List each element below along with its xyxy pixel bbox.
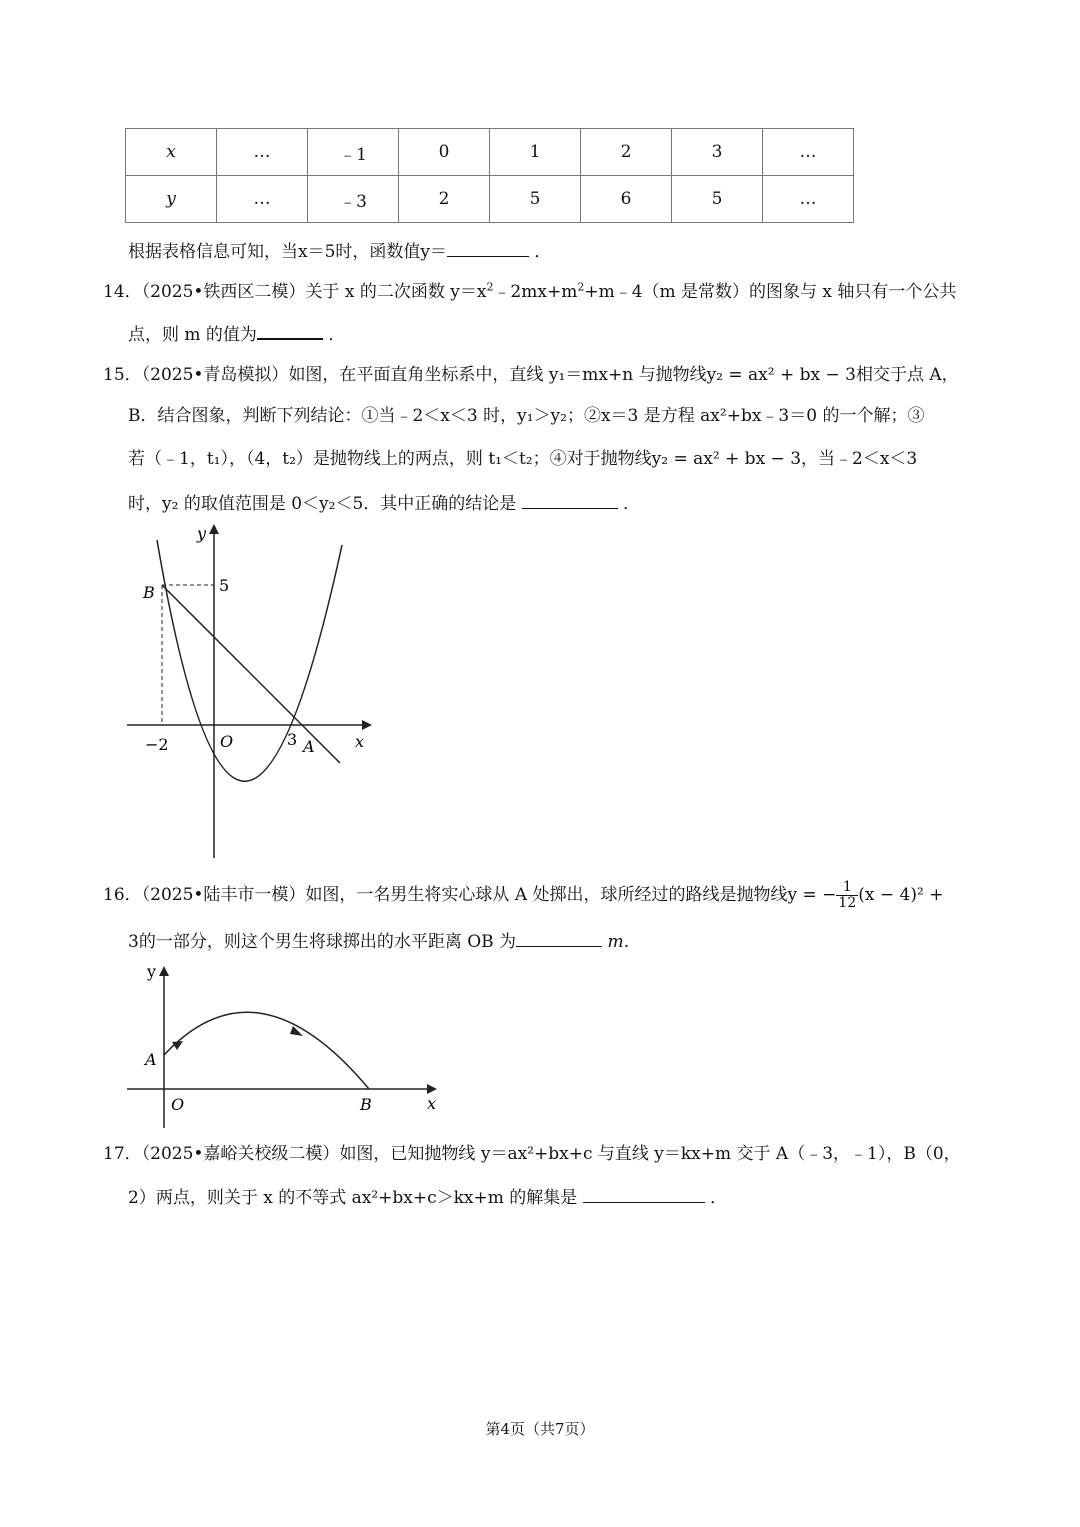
q17-line-2 — [128, 1184, 727, 1210]
y-axis-label: y — [197, 524, 207, 543]
q16-fraction — [836, 880, 858, 911]
tick-3-label: 3 — [287, 730, 298, 749]
q16-number: 16． — [103, 885, 142, 905]
q16-unit: m． — [607, 932, 641, 952]
q14-line-1: 14．（2025•铁西区二模）关于 x 的二次函数 $y=x^2﹣2mx+m^2+m﹣4(m$ 是常数）的图象与 x 轴只有一个公共 — [103, 280, 957, 302]
q14-answer-blank — [257, 320, 323, 340]
q17-line1: 如图，已知抛物线 y＝ax²+bx+c 与直线 y＝kx+m 交于 A（﹣3，﹣1），B（0， — [339, 1144, 961, 1164]
table-header-y: y — [126, 176, 217, 223]
point-a-label: A — [303, 737, 315, 756]
origin-label: O — [171, 1095, 185, 1114]
y-axis-label: y — [147, 962, 157, 981]
table-header-x: x — [126, 129, 217, 176]
q13-answer-blank — [447, 238, 529, 257]
q16-answer-blank — [516, 928, 602, 947]
q17-number: 17． — [103, 1144, 142, 1164]
q15-graph — [125, 520, 385, 860]
q15-line4: 时，y₂ 的取值范围是 0＜y₂＜5．其中正确的结论是 — [128, 494, 517, 514]
q14-line2: 点，则 m 的值为 — [128, 325, 257, 345]
q14-text-a: 关于 x 的二次函数 y＝x — [305, 282, 487, 302]
q14-end: ． — [328, 325, 346, 345]
y-axis-arrow-icon — [209, 524, 219, 534]
x-axis-label: x — [355, 732, 365, 751]
q16-frac-num: 1 — [836, 880, 858, 896]
table-cell: 2 — [581, 129, 672, 176]
table-row-y — [126, 176, 854, 223]
table-cell: … — [763, 129, 854, 176]
q15-line-4 — [128, 490, 640, 516]
q16-graph — [125, 960, 445, 1130]
table-cell: 6 — [581, 176, 672, 223]
table-cell: 0 — [399, 129, 490, 176]
y-axis-arrow-icon — [159, 966, 169, 976]
point-a-label: A — [145, 1050, 157, 1069]
tick-5-label: 5 — [219, 576, 230, 595]
point-b-label: B — [143, 583, 155, 602]
table-cell: … — [763, 176, 854, 223]
q13-text: 根据表格信息可知，当x＝5时，函数值y＝ — [128, 242, 448, 262]
q14-source: （2025•铁西区二模） — [141, 282, 306, 302]
q13-end: ． — [534, 242, 552, 262]
page-footer: 第4页（共7页） — [485, 1420, 595, 1438]
tick-neg2-label: −2 — [145, 735, 169, 754]
q17-line2: 2）两点，则关于 x 的不等式 ax²+bx+c＞kx+m 的解集是 — [128, 1188, 578, 1208]
q13-line — [128, 238, 551, 264]
table-cell: … — [217, 129, 308, 176]
table-cell: ﹣3 — [308, 176, 399, 223]
ball-trajectory — [164, 1012, 369, 1089]
q14-number: 14． — [103, 282, 142, 302]
x-axis-arrow-icon — [362, 720, 372, 730]
q16-source: （2025•陆丰市一模） — [141, 885, 306, 905]
q15-line1: 如图，在平面直角坐标系中，直线 y₁＝mx+n 与抛物线y₂ = ax² + bx − 3相交于点 A， — [288, 365, 959, 385]
value-table — [125, 128, 854, 223]
q17-answer-blank — [583, 1184, 705, 1203]
q16-line1-end: (x − 4)² + — [858, 885, 944, 905]
q15-answer-blank — [522, 490, 618, 509]
table-cell: ﹣1 — [308, 129, 399, 176]
q17-source: （2025•嘉峪关校级二模） — [141, 1144, 340, 1164]
q16-line-1 — [103, 880, 943, 911]
q16-line-2 — [128, 928, 641, 954]
q15-line-1 — [103, 363, 959, 387]
x-axis-label: x — [427, 1094, 437, 1113]
q16-frac-den: 12 — [838, 895, 857, 911]
table-cell: 5 — [490, 176, 581, 223]
q15-line-2 — [128, 404, 924, 428]
x-axis-arrow-icon — [427, 1084, 437, 1094]
table-cell: 2 — [399, 176, 490, 223]
q15-line2: B．结合图象，判断下列结论：①当﹣2＜x＜3 时，y₁＞y₂；②x＝3 是方程 ax²+bx﹣3＝0 的一个解；③ — [128, 406, 925, 426]
q17-end: ． — [710, 1188, 728, 1208]
q14-line-2 — [128, 320, 345, 347]
table-row-x — [126, 129, 854, 176]
q16-line1: 如图，一名男生将实心球从 A 处掷出，球所经过的路线是抛物线y = − — [305, 885, 837, 905]
q15-line-3 — [128, 447, 917, 471]
q14-text-b: ﹣2mx+m — [493, 282, 578, 302]
q14-text-c: +m﹣4（m 是常数）的图象与 x 轴只有一个公共 — [584, 282, 957, 302]
q15-line3: 若（﹣1，t₁），（4，t₂）是抛物线上的两点，则 t₁＜t₂；④对于抛物线y₂ = ax² + bx − 3，当﹣2＜x＜3 — [128, 449, 918, 469]
table-cell: … — [217, 176, 308, 223]
point-b-label: B — [360, 1095, 372, 1114]
q15-source: （2025•青岛模拟） — [141, 365, 289, 385]
q17-line-1 — [103, 1142, 961, 1166]
table-cell: 5 — [672, 176, 763, 223]
q15-number: 15． — [103, 365, 142, 385]
table-cell: 3 — [672, 129, 763, 176]
origin-label: O — [220, 732, 234, 751]
table-cell: 1 — [490, 129, 581, 176]
q15-end: ． — [623, 494, 641, 514]
q16-line2: 3的一部分，则这个男生将球掷出的水平距离 OB 为 — [128, 932, 517, 952]
